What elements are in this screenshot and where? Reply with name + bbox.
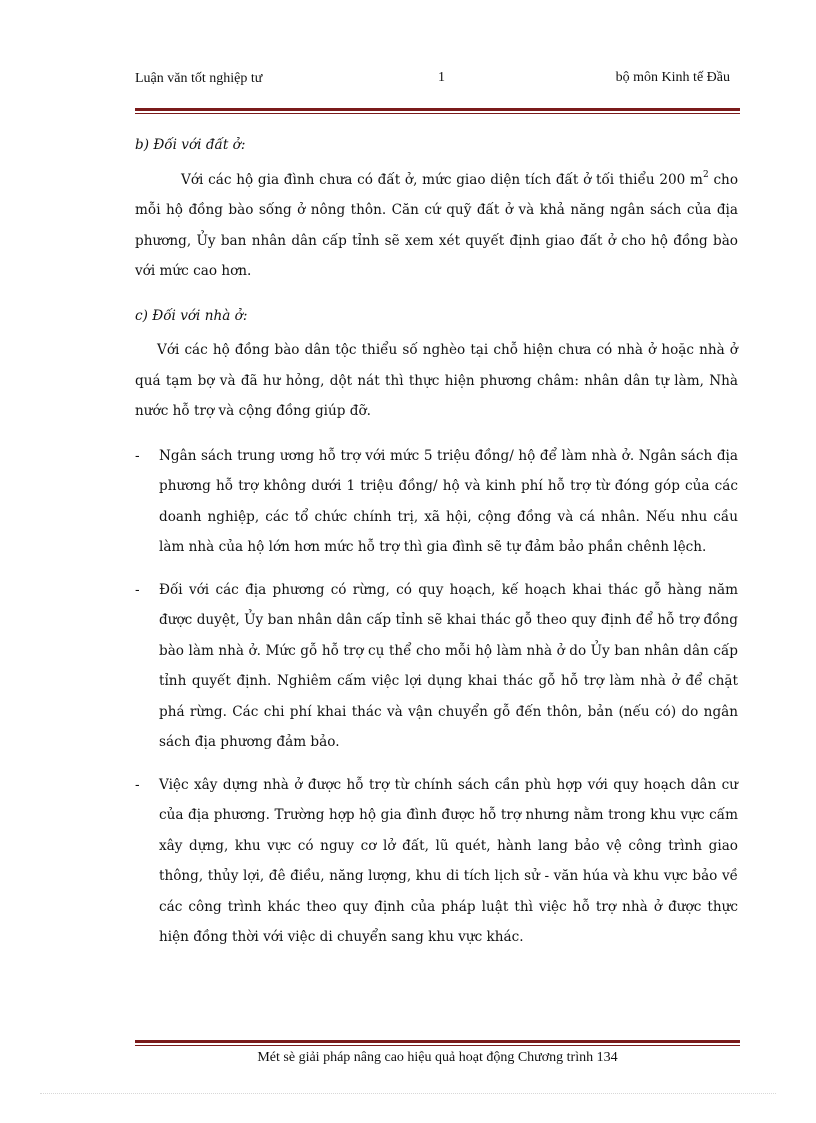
section-b-text-start: Với các hộ gia đình chưa có đất ở, mức giao diện tích đất ở tối thiểu 200 m <box>181 171 703 188</box>
header-divider <box>135 108 740 114</box>
section-c-title: c) Đối với nhà ở: <box>135 307 248 324</box>
list-item <box>135 441 738 563</box>
section-b-text-end: cho mỗi hộ đồng bào sống ở nông thôn. Căn cứ quỹ đất ở và khả năng ngân sách của địa phương, Ủy ban nhân dân cấp tỉnh sẽ xem xét quyết định giao đất ở cho hộ đồng bào với mức cao hơn. <box>135 171 738 279</box>
bullet-dash: - <box>135 776 140 793</box>
list-item <box>135 575 738 758</box>
page-bottom-dotted-line <box>40 1093 776 1094</box>
bullet-dash: - <box>135 447 140 464</box>
document-body <box>135 130 738 965</box>
bullet-text-3: Việc xây dựng nhà ở được hỗ trợ từ chính sách cần phù hợp với quy hoạch dân cư của địa phương. Trường hợp hộ gia đình được hỗ trợ nhưng nằm trong khu vực cấm xây dựng, khu vực có nguy cơ lở đất, lũ quét, hành lang bảo vệ công trình giao thông, thủy lợi, đê điều, năng lượng, khu di tích lịch sử - văn húa và khu vực bảo về các công trình khác theo quy định của pháp luật thì việc hỗ trợ nhà ở được thực hiện đồng thời với việc di chuyển sang khu vực khác. <box>159 776 738 945</box>
bullet-text-2: Đối với các địa phương có rừng, có quy hoạch, kế hoạch khai thác gỗ hàng năm được duyệt, Ủy ban nhân dân cấp tỉnh sẽ khai thác gỗ theo quy định để hỗ trợ đồng bào làm nhà ở. Mức gỗ hỗ trợ cụ thể cho mỗi hộ làm nhà ở do Ủy ban nhân dân cấp tỉnh quyết định. Nghiêm cấm việc lợi dụng khai thác gỗ hỗ trợ làm nhà ở để chặt phá rừng. Các chi phí khai thác và vận chuyển gỗ đến thôn, bản (nếu có) do ngân sách địa phương đảm bảo. <box>159 581 738 750</box>
header-page-number: 1 <box>438 70 445 85</box>
list-item <box>135 770 738 953</box>
bullet-text-1: Ngân sách trung ương hỗ trợ với mức 5 triệu đồng/ hộ để làm nhà ở. Ngân sách địa phương hỗ trợ không dưới 1 triệu đồng/ hộ và kinh phí hỗ trợ từ đóng góp của các doanh nghiệp, các tổ chức chính trị, xã hội, cộng đồng và cá nhân. Nếu nhu cầu làm nhà của hộ lớn hơn mức hỗ trợ thì gia đình sẽ tự đảm bảo phần chênh lệch. <box>159 447 738 555</box>
section-c-paragraph: Với các hộ đồng bào dân tộc thiểu số nghèo tại chỗ hiện chưa có nhà ở hoặc nhà ở quá tạm bợ và đã hư hỏng, dột nát thì thực hiện phương châm: nhân dân tự làm, Nhà nước hỗ trợ và cộng đồng giúp đỡ. <box>135 342 738 419</box>
section-b-title: b) Đối với đất ở: <box>135 137 246 153</box>
page-footer: Mét sè giải pháp nâng cao hiệu quả hoạt động Chương trình 134 <box>257 1050 618 1065</box>
bullet-dash: - <box>135 581 140 598</box>
footer-divider <box>135 1040 740 1046</box>
page-header <box>135 70 740 110</box>
section-b-paragraph <box>135 165 738 287</box>
header-department: bộ môn Kinh tế Đầu <box>615 70 730 85</box>
superscript-2: 2 <box>702 169 709 180</box>
header-thesis-label: Luận văn tốt nghiệp tư <box>135 71 263 86</box>
